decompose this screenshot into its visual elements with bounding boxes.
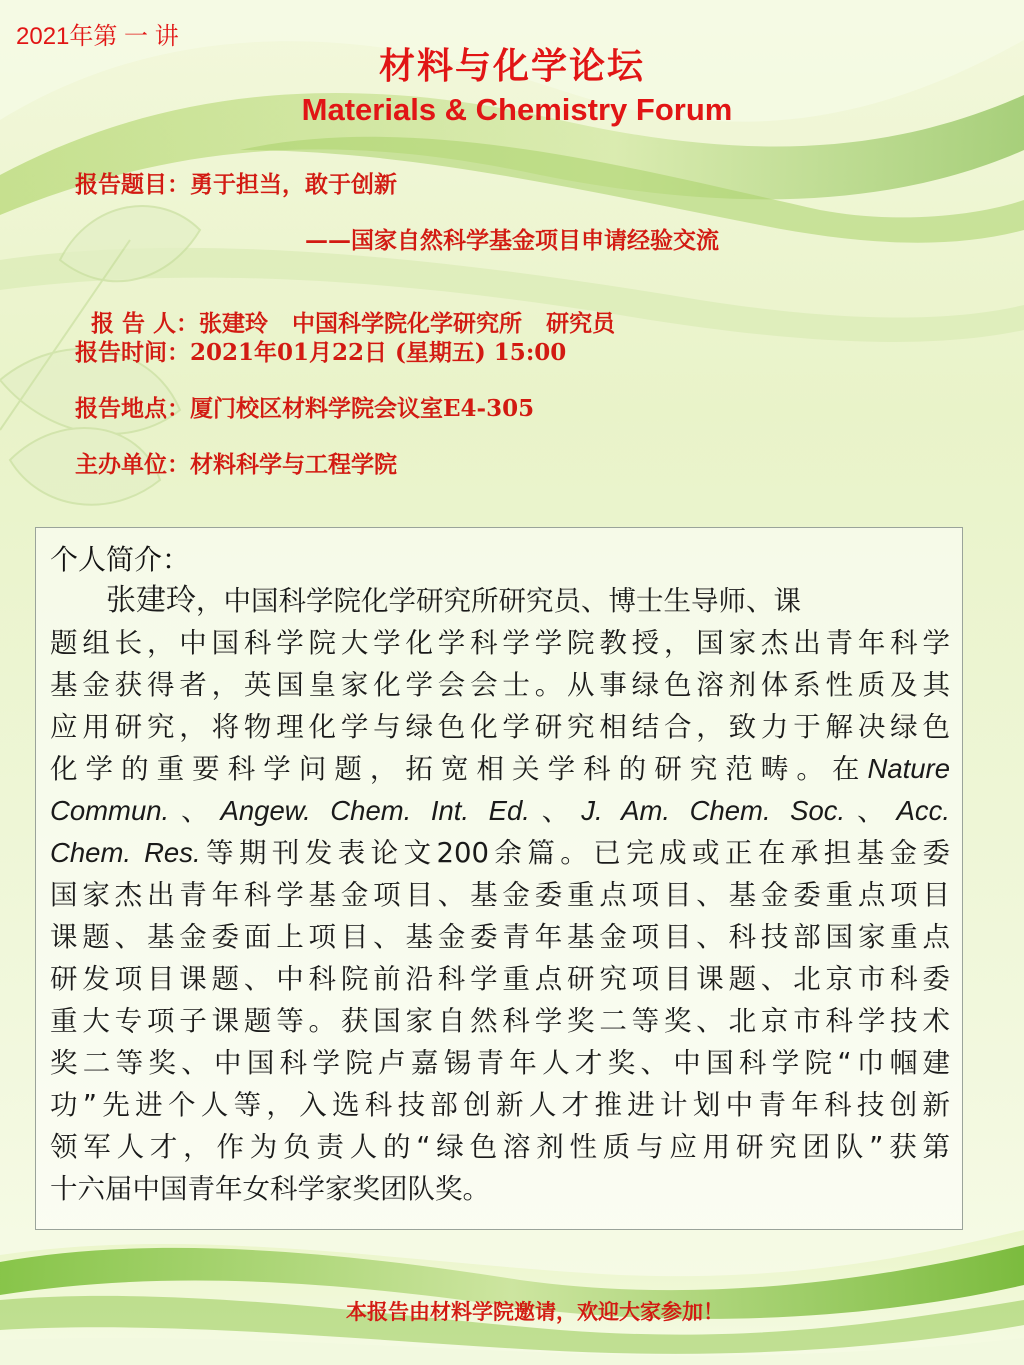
separator: 、	[845, 795, 897, 827]
separator: 、	[529, 795, 582, 827]
bio-line	[50, 748, 950, 790]
subtopic-row	[305, 222, 719, 255]
forum-title-english: Materials & Chemistry Forum	[301, 92, 733, 127]
topic-row	[75, 166, 397, 199]
journal-name: Acc.	[896, 795, 950, 826]
topic-label: 报告题目：	[75, 171, 190, 198]
topic-value: 勇于担当，敢于创新	[190, 171, 397, 198]
invitation-footer: 本报告由材料学院邀请，欢迎大家参加！	[346, 1300, 724, 1324]
place-label: 报告地点：	[75, 395, 190, 422]
bio-heading: 个人简介：	[50, 543, 191, 576]
subtopic-value: ——国家自然科学基金项目申请经验交流	[305, 227, 719, 254]
journal-name: Chem. Res.	[50, 837, 201, 868]
host-value: 材料科学与工程学院	[190, 451, 397, 478]
bio-text-segment: ，中国科学院化学研究所研究员、博士生导师、课	[196, 585, 801, 617]
place-value: 厦门校区材料学院会议室E4-305	[190, 395, 535, 422]
bio-text-segment: 等期刊发表论文200余篇。已完成或正在承担基金委	[200, 837, 950, 869]
time-label: 报告时间：	[75, 339, 190, 366]
journal-name: Nature	[867, 753, 950, 784]
bio-line: 奖二等奖、中国科学院卢嘉锡青年人才奖、中国科学院“巾帼建	[50, 1047, 950, 1079]
journal-name: J. Am. Chem. Soc.	[581, 795, 846, 826]
host-row	[75, 446, 397, 479]
time-row	[75, 334, 566, 367]
journal-name: Angew. Chem. Int. Ed.	[220, 795, 530, 826]
host-label: 主办单位：	[75, 451, 190, 478]
bio-line: 研发项目课题、中科院前沿科学重点研究项目课题、北京市科委	[50, 963, 950, 995]
bio-line	[50, 790, 950, 832]
bio-line	[50, 580, 950, 622]
bio-line	[50, 832, 950, 874]
journal-name: Commun.	[50, 795, 170, 826]
bio-line: 重大专项子课题等。获国家自然科学奖二等奖、北京市科学技术	[50, 1005, 950, 1037]
bio-text-segment: 化学的重要科学问题，拓宽相关学科的研究范畴。在	[50, 753, 868, 785]
bio-panel	[35, 527, 963, 1230]
speaker-label: 报 告 人：	[91, 310, 200, 337]
speaker-value: 张建玲 中国科学院化学研究所 研究员	[199, 310, 616, 337]
forum-title: 材料与化学论坛	[378, 46, 645, 87]
bio-line: 基金获得者，英国皇家化学会会士。从事绿色溶剂体系性质及其	[50, 669, 950, 701]
bio-text	[50, 580, 950, 1210]
time-value: 2021年01月22日 (星期五) 15:00	[190, 339, 567, 366]
bio-line: 功”先进个人等，入选科技部创新人才推进计划中青年科技创新	[50, 1089, 950, 1121]
speaker-name: 张建玲	[106, 583, 196, 618]
bio-line: 领军人才，作为负责人的“绿色溶剂性质与应用研究团队”获第	[50, 1131, 950, 1163]
speaker-row	[75, 278, 615, 338]
place-row	[75, 390, 534, 423]
separator: 、	[169, 795, 221, 827]
bio-line: 题组长，中国科学院大学化学科学学院教授，国家杰出青年科学	[50, 627, 950, 659]
bio-line: 课题、基金委面上项目、基金委青年基金项目、科技部国家重点	[50, 921, 950, 953]
bio-line: 十六届中国青年女科学家奖团队奖。	[50, 1173, 490, 1205]
bio-line: 应用研究，将物理化学与绿色化学研究相结合，致力于解决绿色	[50, 711, 950, 743]
edition-label: 2021年第 一 讲	[16, 23, 179, 50]
bio-line: 国家杰出青年科学基金项目、基金委重点项目、基金委重点项目	[50, 879, 950, 911]
